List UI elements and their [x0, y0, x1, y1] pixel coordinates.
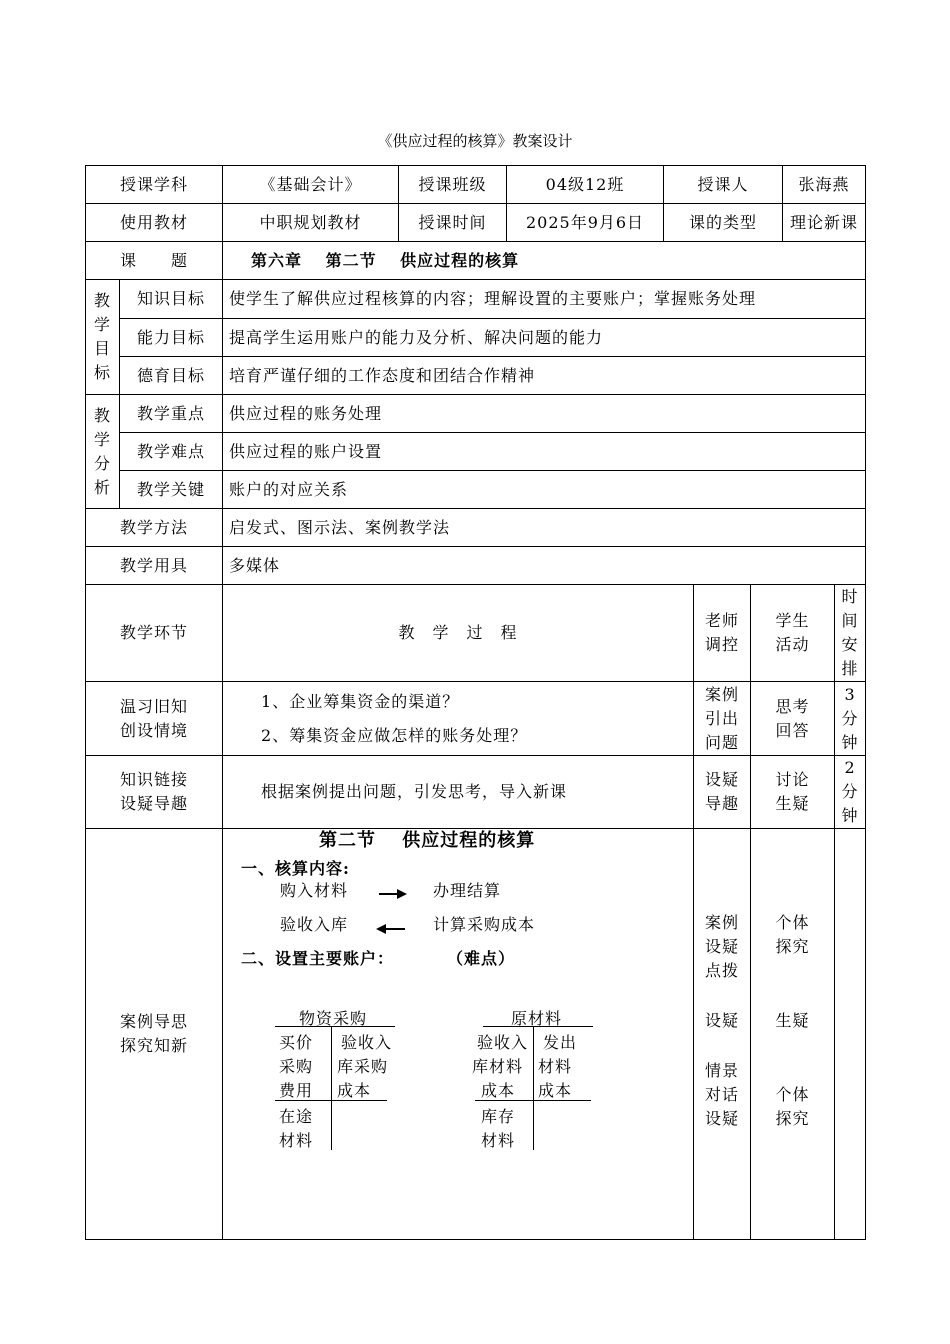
- debit-text: 买价: [279, 1033, 314, 1052]
- goal-value: 提高学生运用账户的能力及分析、解决问题的能力: [223, 319, 866, 357]
- student-note: 个体 探究: [775, 913, 810, 956]
- debit-text: 成本: [481, 1081, 516, 1100]
- credit-text: 材料: [538, 1057, 573, 1076]
- debit-text: 材料: [481, 1131, 516, 1150]
- flow-settlement: 办理结算: [433, 881, 502, 900]
- debit-text: 在途: [279, 1107, 314, 1126]
- method-value: 启发式、图示法、案例教学法: [223, 509, 866, 547]
- credit-text: 成本: [538, 1081, 573, 1100]
- row-stage-link: [86, 756, 866, 829]
- row-analysis-focus: [86, 395, 866, 433]
- lesson-type-label: 课的类型: [664, 204, 783, 242]
- flow-inventory: 验收入库: [280, 915, 349, 934]
- goal-label: 知识目标: [120, 280, 223, 319]
- row-analysis-difficulty: [86, 433, 866, 471]
- lesson-type-value: 理论新课: [783, 204, 866, 242]
- teacher-control: 设疑 导趣: [694, 756, 751, 829]
- teacher-control: [694, 829, 751, 1240]
- debit-text: 采购: [279, 1057, 314, 1076]
- goal-value: 培育严谨仔细的工作态度和团结合作精神: [223, 357, 866, 395]
- credit-text: 发出: [543, 1033, 578, 1052]
- row-stage-review: [86, 682, 866, 756]
- debit-text: 材料: [279, 1131, 314, 1150]
- analysis-label: 教学难点: [120, 433, 223, 471]
- difficulty-note: （难点）: [447, 949, 516, 968]
- question-2: 2、筹集资金应做怎样的账务处理？: [261, 725, 528, 745]
- teacher-value: 张海燕: [783, 166, 866, 204]
- analysis-label: 教学重点: [120, 395, 223, 433]
- material-label: 使用教材: [86, 204, 223, 242]
- student-activity: 讨论 生疑: [751, 756, 835, 829]
- row-subject: [86, 166, 866, 204]
- topic-value: 第六章 第二节 供应过程的核算: [223, 242, 866, 280]
- credit-text: 验收入: [341, 1033, 393, 1052]
- teacher-note: 案例 设疑 点拨: [705, 913, 740, 980]
- goal-value: 使学生了解供应过程核算的内容；理解设置的主要账户；掌握账务处理: [223, 280, 866, 319]
- teacher-note: 情景 对话 设疑: [705, 1061, 740, 1128]
- student-activity: [751, 829, 835, 1240]
- lesson-plan-table: [85, 165, 866, 1240]
- class-label: 授课班级: [399, 166, 507, 204]
- goal-label: 德育目标: [120, 357, 223, 395]
- account-name: 原材料: [511, 1009, 563, 1028]
- debit-text: 验收入: [477, 1033, 529, 1052]
- credit-text: 成本: [337, 1081, 372, 1100]
- analysis-value: 账户的对应关系: [223, 471, 866, 509]
- subject-value: 《基础会计》: [223, 166, 399, 204]
- debit-text: 库材料: [472, 1057, 524, 1076]
- credit-text: 库采购: [337, 1057, 389, 1076]
- student-activity-header: 学生 活动: [751, 585, 835, 682]
- row-stage-explore: [86, 829, 866, 1240]
- stage-content: 根据案例提出问题，引发思考，导入新课: [223, 756, 694, 829]
- stage-content: [223, 682, 694, 756]
- heading-main-accounts: 二、设置主要账户：: [241, 949, 395, 968]
- question-1: 1、企业筹集资金的渠道？: [261, 691, 460, 711]
- stage-content: [223, 829, 694, 1240]
- subject-label: 授课学科: [86, 166, 223, 204]
- teacher-control: 案例 引出 问题: [694, 682, 751, 756]
- flow-cost: 计算采购成本: [433, 915, 536, 934]
- time-arrangement-header: 时间 安排: [835, 585, 866, 682]
- process-header: 教 学 过 程: [223, 585, 694, 682]
- analysis-group-label: 教 学 分 析: [86, 395, 120, 509]
- teacher-note: 设疑: [705, 1011, 740, 1030]
- student-activity: 思考 回答: [751, 682, 835, 756]
- row-topic: [86, 242, 866, 280]
- class-value: 04级12班: [507, 166, 664, 204]
- method-label: 教学方法: [86, 509, 223, 547]
- student-note: 个体 探究: [775, 1085, 810, 1128]
- teacher-control-header: 老师 调控: [694, 585, 751, 682]
- topic-label: 课 题: [86, 242, 223, 280]
- stage-name: 温习旧知 创设情境: [86, 682, 223, 756]
- tools-value: 多媒体: [223, 547, 866, 585]
- flow-purchase: 购入材料: [280, 881, 349, 900]
- row-goal-knowledge: [86, 280, 866, 319]
- heading-accounting-content: 一、核算内容:: [241, 859, 350, 878]
- row-goal-moral: [86, 357, 866, 395]
- document-title: 《供应过程的核算》教案设计: [377, 132, 573, 150]
- tools-label: 教学用具: [86, 547, 223, 585]
- analysis-label: 教学关键: [120, 471, 223, 509]
- goal-label: 能力目标: [120, 319, 223, 357]
- material-value: 中职规划教材: [223, 204, 399, 242]
- time-arrangement: 2 分钟: [835, 756, 866, 829]
- debit-text: 库存: [481, 1107, 516, 1126]
- analysis-value: 供应过程的账务处理: [223, 395, 866, 433]
- teacher-label: 授课人: [664, 166, 783, 204]
- account-name: 物资采购: [299, 1009, 368, 1028]
- arrow-right-icon: [379, 893, 405, 895]
- debit-text: 费用: [279, 1081, 314, 1100]
- goals-group-label: 教 学 目 标: [86, 280, 120, 395]
- time-label: 授课时间: [399, 204, 507, 242]
- row-analysis-key: [86, 471, 866, 509]
- time-value: 2025年9月6日: [507, 204, 664, 242]
- row-method: [86, 509, 866, 547]
- stage-name: 知识链接 设疑导趣: [86, 756, 223, 829]
- time-arrangement: 3 分钟: [835, 682, 866, 756]
- row-tools: [86, 547, 866, 585]
- stage-name: 案例导思 探究知新: [86, 829, 223, 1240]
- arrow-left-icon: [378, 928, 405, 930]
- time-arrangement: [835, 829, 866, 1240]
- stage-header: 教学环节: [86, 585, 223, 682]
- row-material: [86, 204, 866, 242]
- row-process-header: [86, 585, 866, 682]
- section-title: 第二节 供应过程的核算: [319, 830, 536, 851]
- row-goal-ability: [86, 319, 866, 357]
- student-note: 生疑: [775, 1011, 810, 1030]
- analysis-value: 供应过程的账户设置: [223, 433, 866, 471]
